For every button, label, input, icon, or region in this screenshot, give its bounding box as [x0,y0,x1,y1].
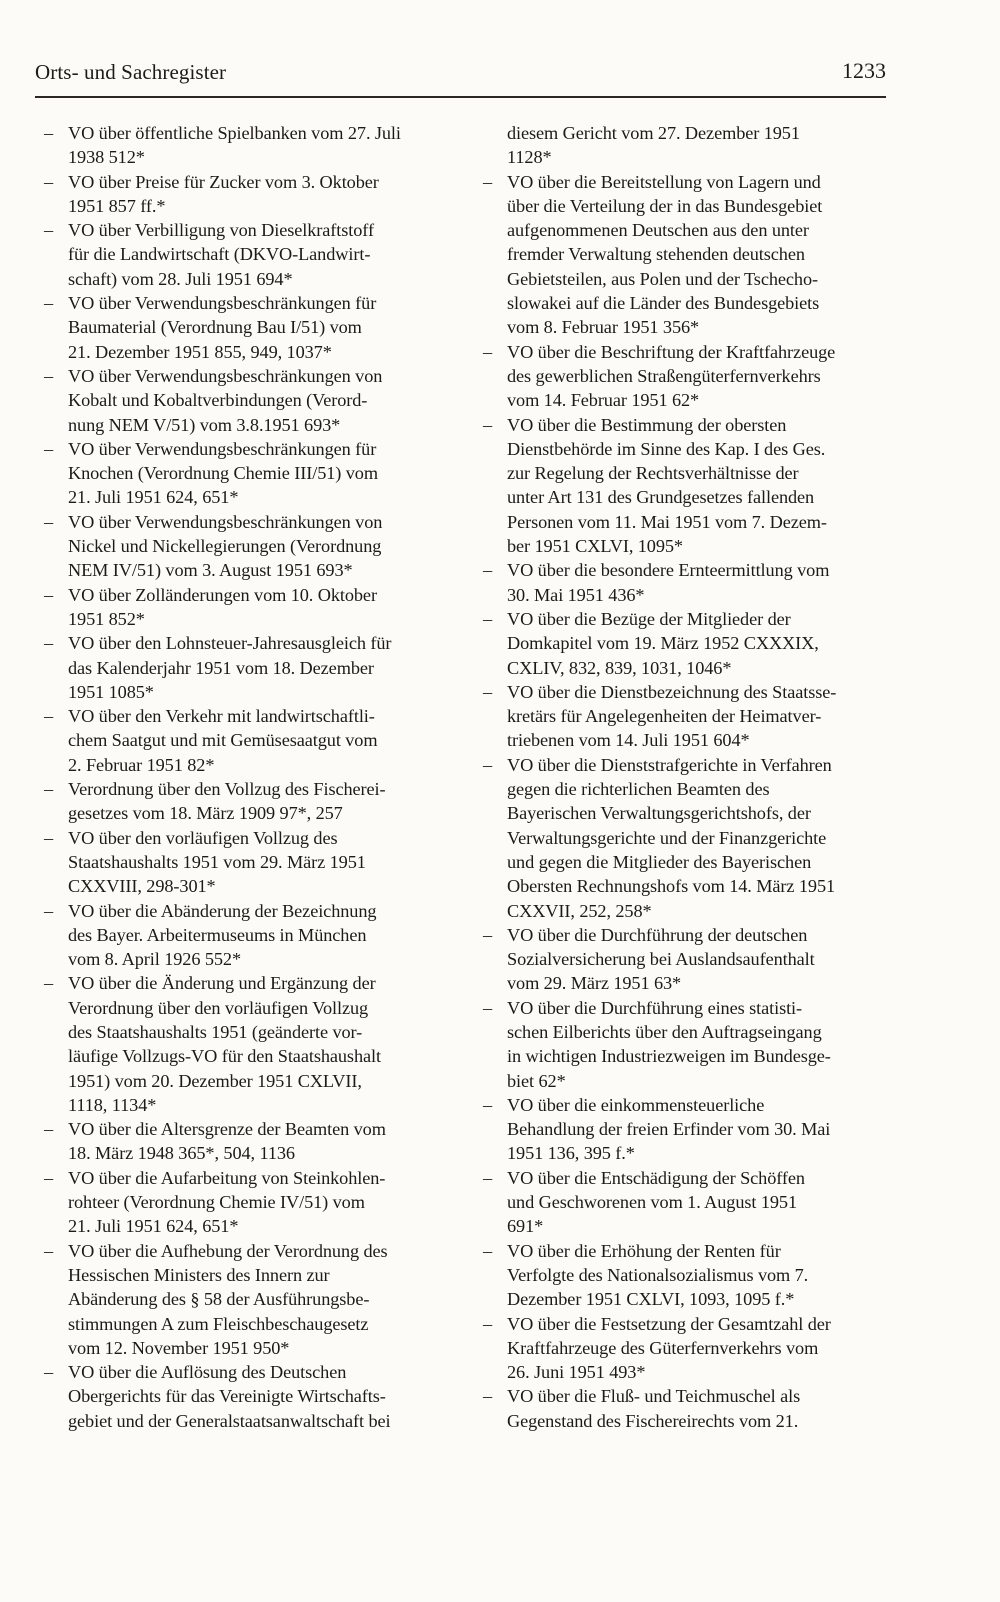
entry-dash: – [44,1362,54,1383]
index-entry [44,704,452,777]
entry-line: vom 8. Februar 1951 356* [507,317,700,338]
index-entry [483,1093,903,1166]
entry-dash: – [483,414,493,435]
entry-line: des gewerblichen Straßengüterfernverkehrs [507,365,821,386]
entry-dash: – [44,220,54,241]
entry-dash: – [44,1167,54,1188]
entry-line: Domkapitel vom 19. März 1952 CXXXIX, [507,633,819,654]
entry-line: chem Saatgut und mit Gemüsesaatgut vom [68,730,378,751]
entry-line: VO über Verwendungsbeschränkungen von [68,365,383,386]
index-entry [483,340,903,413]
entry-line: schaft) vom 28. Juli 1951 694* [68,268,293,289]
left-column [44,121,452,1433]
entry-line: 21. Juli 1951 624, 651* [68,487,239,508]
entry-line: Staatshaushalts 1951 vom 29. März 1951 [68,851,366,872]
entry-dash: – [44,293,54,314]
index-entry [483,170,903,340]
entry-line: das Kalenderjahr 1951 vom 18. Dezember [68,657,374,678]
entry-line: VO über die Abänderung der Bezeichnung [68,900,377,921]
entry-line: Baumaterial (Verordnung Bau I/51) vom [68,317,362,338]
entry-line: CXXVIII, 298-301* [68,876,216,897]
entry-line: VO über den vorläufigen Vollzug des [68,827,338,848]
entry-dash: – [483,1240,493,1261]
entry-line: gebiet und der Generalstaatsanwaltschaft bei [68,1410,391,1431]
entry-line: Kraftfahrzeuge des Güterfernverkehrs vom [507,1337,819,1358]
entry-line: ber 1951 CXLVI, 1095* [507,536,683,557]
entry-dash: – [44,900,54,921]
entry-line: des Bayer. Arbeitermuseums in München [68,924,367,945]
index-entry [483,607,903,680]
entry-dash: – [483,1094,493,1115]
entry-dash: – [483,1167,493,1188]
entry-line: Gebietsteilen, aus Polen und der Tschecho- [507,268,818,289]
entry-line: Abänderung des § 58 der Ausführungsbe- [68,1289,370,1310]
index-entry [44,510,452,583]
index-entry [483,1239,903,1312]
entry-line: des Staatshaushalts 1951 (geänderte vor- [68,1021,363,1042]
entry-line: 1938 512* [68,147,145,168]
entry-dash: – [483,924,493,945]
index-entry [44,170,452,219]
index-entry [483,753,903,923]
entry-line: Verordnung über den Vollzug des Fischerei- [68,779,386,800]
entry-line: VO über die Bezüge der Mitglieder der [507,608,791,629]
entry-dash: – [44,633,54,654]
index-entry [44,1166,452,1239]
entry-line: VO über die Auflösung des Deutschen [68,1362,347,1383]
index-entry [483,413,903,559]
index-entry [44,899,452,972]
page-header [35,58,886,98]
entry-dash: – [44,584,54,605]
entry-line: VO über die Aufarbeitung von Steinkohlen- [68,1167,386,1188]
entry-line: Nickel und Nickellegierungen (Verordnung [68,536,382,557]
entry-dash: – [44,706,54,727]
entry-line: biet 62* [507,1070,566,1091]
entry-line: kretärs für Angelegenheiten der Heimatver- [507,706,822,727]
entry-line: VO über die einkommensteuerliche [507,1094,765,1115]
entry-dash: – [44,779,54,800]
index-entry [44,121,452,170]
entry-line: VO über Verwendungsbeschränkungen von [68,511,383,532]
entry-line: Dezember 1951 CXLVI, 1093, 1095 f.* [507,1289,795,1310]
index-entry [44,364,452,437]
entry-dash: – [44,1240,54,1261]
entry-line: diesem Gericht vom 27. Dezember 1951 [507,123,800,143]
entry-line: läufige Vollzugs-VO für den Staatshaushalt [68,1046,381,1067]
entry-line: Behandlung der freien Erfinder vom 30. Mai [507,1119,831,1140]
entry-line: VO über die Altersgrenze der Beamten vom [68,1119,386,1140]
entry-line: VO über Verwendungsbeschränkungen für [68,438,377,459]
entry-dash: – [483,681,493,702]
entry-line: Dienstbehörde im Sinne des Kap. I des Ges. [507,438,826,459]
entry-line: CXLIV, 832, 839, 1031, 1046* [507,657,732,678]
entry-line: zur Regelung der Rechtsverhältnisse der [507,463,799,484]
entry-line: NEM IV/51) vom 3. August 1951 693* [68,560,353,581]
index-entry [483,121,903,170]
entry-line: und gegen die Mitglieder des Bayerischen [507,851,812,872]
entry-line: 1951 1085* [68,681,154,702]
entry-line: VO über die Erhöhung der Renten für [507,1240,781,1261]
entry-dash: – [44,511,54,532]
entry-line: vom 12. November 1951 950* [68,1337,290,1358]
entry-line: Obersten Rechnungshofs vom 14. März 1951 [507,876,836,897]
entry-line: Obergerichts für das Vereinigte Wirtschafts- [68,1386,386,1407]
page-number: 1233 [842,58,886,83]
entry-dash: – [483,997,493,1018]
index-entry [44,291,452,364]
entry-line: rohteer (Verordnung Chemie IV/51) vom [68,1192,365,1213]
entry-line: VO über die Beschriftung der Kraftfahrzeuge [507,341,836,362]
entry-line: VO über die Fluß- und Teichmuschel als [507,1386,801,1407]
entry-line: nung NEM V/51) vom 3.8.1951 693* [68,414,341,435]
entry-line: 1951 136, 395 f.* [507,1143,635,1164]
index-entry [483,680,903,753]
entry-dash: – [44,365,54,386]
entry-line: 1951) vom 20. Dezember 1951 CXLVII, [68,1070,362,1091]
entry-line: Sozialversicherung bei Auslandsaufenthalt [507,949,815,970]
running-title: Orts- und Sachregister [35,60,227,84]
index-entry [483,996,903,1093]
entry-line: Bayerischen Verwaltungsgerichtshofs, der [507,803,811,824]
index-entry [44,826,452,899]
entry-dash: – [44,438,54,459]
entry-line: 21. Dezember 1951 855, 949, 1037* [68,341,332,362]
entry-line: über die Verteilung der in das Bundesgebiet [507,195,823,216]
entry-line: Gegenstand des Fischereirechts vom 21. [507,1410,799,1431]
entry-line: VO über Verbilligung von Dieselkraftstoff [68,220,374,241]
entry-line: VO über die Durchführung eines statisti- [507,997,803,1018]
entry-line: unter Art 131 des Grundgesetzes fallenden [507,487,815,508]
entry-dash: – [44,827,54,848]
index-entry [44,1360,452,1433]
entry-line: Kobalt und Kobaltverbindungen (Verord- [68,390,368,411]
index-entry [483,558,903,607]
entry-line: 1128* [507,147,552,168]
entry-line: Verordnung über den vorläufigen Vollzug [68,997,369,1018]
entry-line: VO über die Bereitstellung von Lagern und [507,171,821,192]
entry-line: schen Eilberichts über den Auftragseingang [507,1021,822,1042]
entry-line: Knochen (Verordnung Chemie III/51) vom [68,463,378,484]
entry-line: 1118, 1134* [68,1094,157,1115]
entry-line: triebenen vom 14. Juli 1951 604* [507,730,750,751]
entry-line: 30. Mai 1951 436* [507,584,645,605]
entry-line: 1951 857 ff.* [68,195,166,216]
entry-line: VO über die Entschädigung der Schöffen [507,1167,805,1188]
entry-line: VO über die Durchführung der deutschen [507,924,808,945]
entry-line: vom 29. März 1951 63* [507,973,682,994]
entry-line: 691* [507,1216,544,1237]
entry-dash: – [44,973,54,994]
index-entry [483,1384,903,1433]
entry-line: VO über Preise für Zucker vom 3. Oktober [68,171,379,192]
entry-line: gesetzes vom 18. März 1909 97*, 257 [68,803,343,824]
entry-dash: – [44,123,54,143]
entry-dash: – [483,1386,493,1407]
index-entry [44,218,452,291]
index-entry [44,583,452,632]
entry-line: VO über die Aufhebung der Verordnung des [68,1240,388,1261]
index-entry [44,631,452,704]
entry-dash: – [483,171,493,192]
entry-dash: – [483,341,493,362]
entry-line: VO über Zolländerungen vom 10. Oktober [68,584,377,605]
entry-dash: – [483,608,493,629]
entry-line: VO über die besondere Ernteermittlung vom [507,560,830,581]
entry-line: VO über den Lohnsteuer-Jahresausgleich für [68,633,392,654]
entry-line: 21. Juli 1951 624, 651* [68,1216,239,1237]
entry-line: CXXVII, 252, 258* [507,900,652,921]
entry-line: VO über die Dienststrafgerichte in Verfahren [507,754,832,775]
right-column [483,121,903,1433]
entry-line: 26. Juni 1951 493* [507,1362,646,1383]
entry-line: aufgenommenen Deutschen aus den unter [507,220,809,241]
entry-dash: – [44,1119,54,1140]
entry-line: VO über Verwendungsbeschränkungen für [68,293,377,314]
entry-dash: – [483,560,493,581]
entry-line: 18. März 1948 365*, 504, 1136 [68,1143,295,1164]
entry-line: Personen vom 11. Mai 1951 vom 7. Dezem- [507,511,827,532]
entry-line: VO über die Festsetzung der Gesamtzahl der [507,1313,831,1334]
entry-line: Verfolgte des Nationalsozialismus vom 7. [507,1264,809,1285]
entry-line: VO über die Bestimmung der obersten [507,414,787,435]
entry-line: in wichtigen Industriezweigen im Bundesge- [507,1046,831,1067]
index-entry [483,923,903,996]
entry-line: und Geschworenen vom 1. August 1951 [507,1192,797,1213]
entry-line: stimmungen A zum Fleischbeschaugesetz [68,1313,369,1334]
entry-line: slowakei auf die Länder des Bundesgebiets [507,293,820,314]
index-entry [483,1166,903,1239]
entry-line: VO über die Änderung und Ergänzung der [68,973,376,994]
index-entry [483,1312,903,1385]
entry-dash: – [44,171,54,192]
entry-line: VO über den Verkehr mit landwirtschaftli- [68,706,375,727]
entry-line: Verwaltungsgerichte und der Finanzgerichte [507,827,827,848]
entry-dash: – [483,1313,493,1334]
entry-line: für die Landwirtschaft (DKVO-Landwirt- [68,244,371,265]
entry-line: vom 14. Februar 1951 62* [507,390,700,411]
index-entry [44,777,452,826]
entry-line: vom 8. April 1926 552* [68,949,241,970]
entry-line: Hessischen Ministers des Innern zur [68,1264,330,1285]
index-entry [44,437,452,510]
entry-line: 1951 852* [68,608,145,629]
index-entry [44,971,452,1117]
index-entry [44,1239,452,1360]
entry-line: fremder Verwaltung stehenden deutschen [507,244,805,265]
entry-line: 2. Februar 1951 82* [68,754,215,775]
entry-line: gegen die richterlichen Beamten des [507,779,770,800]
entry-line: VO über die Dienstbezeichnung des Staatsse- [507,681,837,702]
entry-dash: – [483,754,493,775]
index-entry [44,1117,452,1166]
entry-line: VO über öffentliche Spielbanken vom 27. Juli [68,123,401,143]
